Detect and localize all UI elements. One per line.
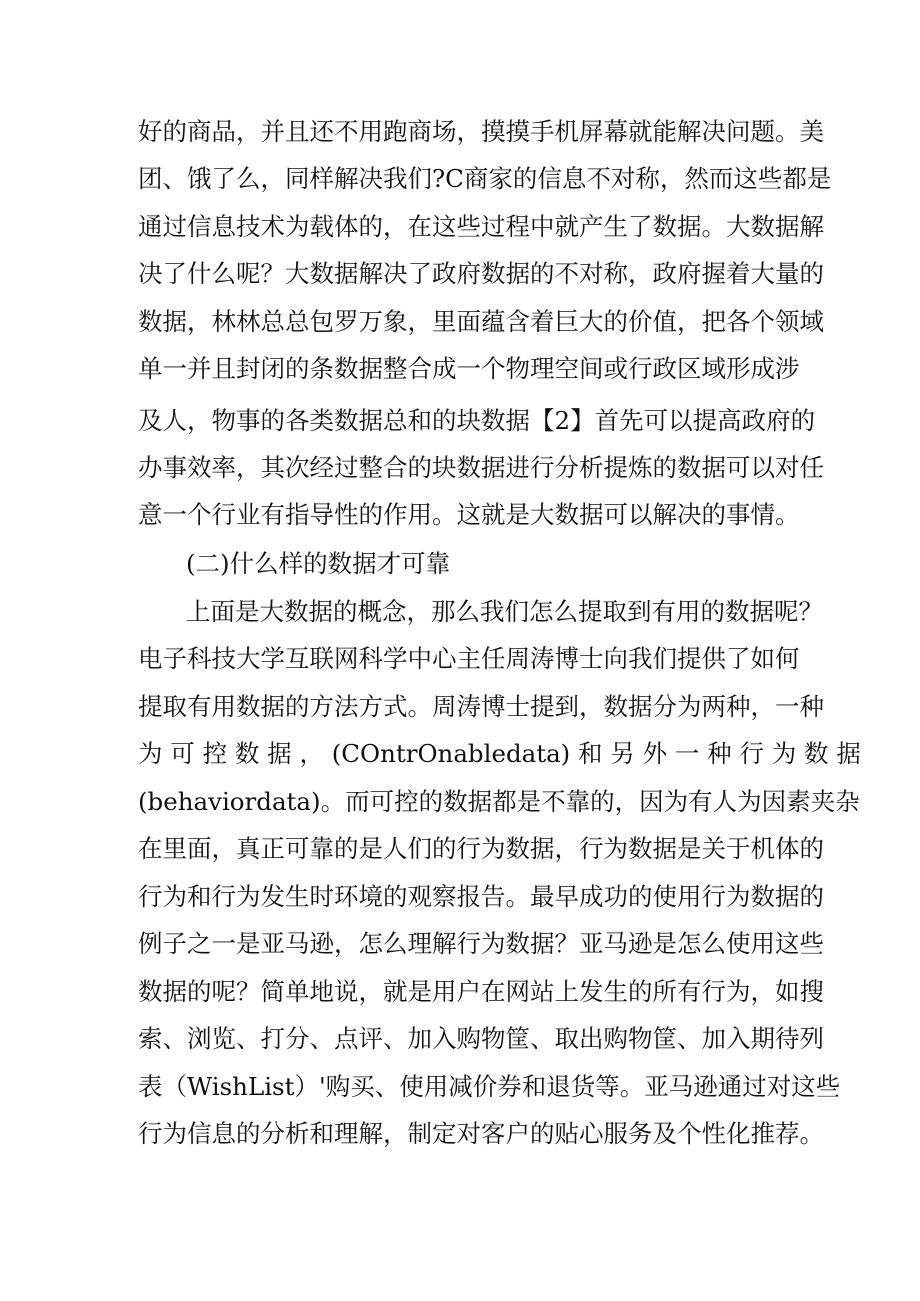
- paragraph-1-line: 团、饿了么，同样解决我们?C商家的信息不对称，然而这些都是: [138, 164, 832, 193]
- paragraph-2-line: 行为和行为发生时环境的观察报告。最早成功的使用行为数据的: [138, 882, 824, 911]
- paragraph-2-line: 数据的呢？简单地说，就是用户在网站上发生的所有行为，如搜: [138, 977, 824, 1006]
- paragraph-2-line: 为 可 控 数 据 ， (COntrOnabledata) 和 另 外 一 种 行 为 数 据: [138, 739, 861, 768]
- paragraph-2-line: 在里面，真正可靠的是人们的行为数据，行为数据是关于机体的: [138, 834, 824, 863]
- paragraph-1-line: 及人，物事的各类数据总和的块数据【2】首先可以提高政府的: [138, 406, 816, 435]
- paragraph-1-line: 办事效率，其次经过整合的块数据进行分析提炼的数据可以对任: [138, 453, 824, 482]
- paragraph-1-line: 好的商品，并且还不用跑商场，摸摸手机屏幕就能解决问题。美: [138, 117, 824, 146]
- paragraph-2-line: 索、浏览、打分、点评、加入购物筐、取出购物筐、加入期待列: [138, 1024, 824, 1053]
- paragraph-1-line: 单一并且封闭的条数据整合成一个物理空间或行政区域形成涉: [138, 354, 800, 383]
- paragraph-2-line: 例子之一是亚马逊，怎么理解行为数据？亚马逊是怎么使用这些: [138, 929, 824, 958]
- paragraph-2-line: 行为信息的分析和理解，制定对客户的贴心服务及个性化推荐。: [138, 1119, 824, 1148]
- paragraph-2-line: 提取有用数据的方法方式。周涛博士提到，数据分为两种，一种: [138, 692, 824, 721]
- section-heading: (二)什么样的数据才可靠: [186, 549, 451, 578]
- paragraph-1-line: 决了什么呢？大数据解决了政府数据的不对称，政府握着大量的: [138, 259, 824, 288]
- paragraph-1-line: 数据，林林总总包罗万象，里面蕴含着巨大的价值，把各个领域: [138, 307, 824, 336]
- paragraph-1-line: 通过信息技术为载体的，在这些过程中就产生了数据。大数据解: [138, 212, 824, 241]
- paragraph-2-line: 表（WishList）'购买、使用减价券和退货等。亚马逊通过对这些: [138, 1072, 841, 1101]
- paragraph-2-line: 上面是大数据的概念，那么我们怎么提取到有用的数据呢？: [186, 597, 823, 626]
- paragraph-2-line: (behaviordata)。而可控的数据都是不靠的，因为有人为因素夹杂: [138, 787, 860, 816]
- paragraph-2-line: 电子科技大学互联网科学中心主任周涛博士向我们提供了如何: [138, 644, 800, 673]
- paragraph-1-line: 意一个行业有指导性的作用。这就是大数据可以解决的事情。: [138, 500, 800, 529]
